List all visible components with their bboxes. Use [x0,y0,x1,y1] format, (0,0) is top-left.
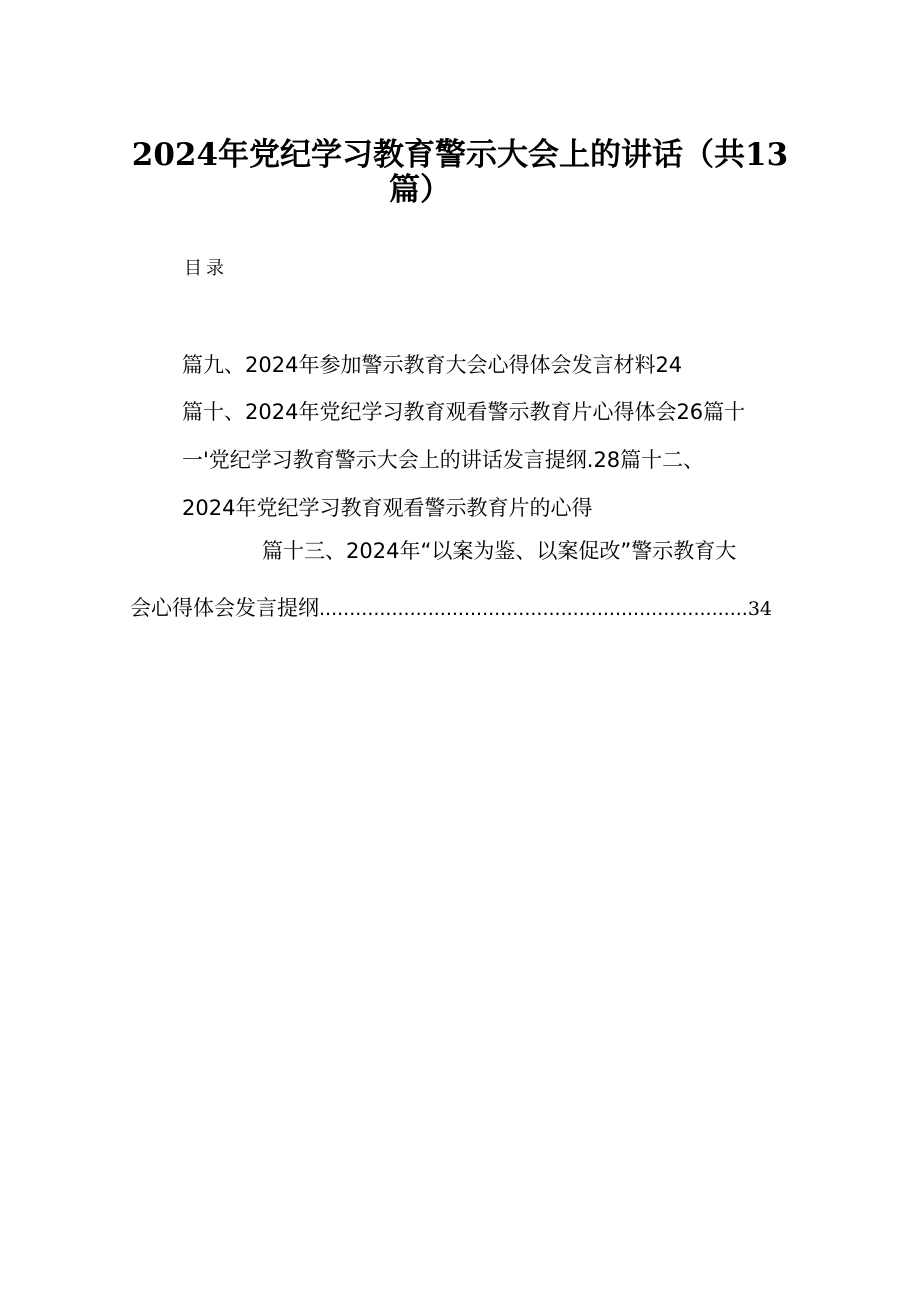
toc-label: 目录 [184,258,228,279]
toc-leader-dots: ....................................................................... [319,598,748,620]
toc-line-6-text: 会心得体会发言提纲 [130,596,319,620]
toc-line-1: 篇九、2024年参加警示教育大会心得体会发言材料24 [182,353,683,377]
toc-page-number: 34 [747,598,772,620]
toc-line-3: 一'党纪学习教育警示大会上的讲话发言提纲.28篇十二、 [182,448,705,472]
toc-line-2: 篇十、2024年党纪学习教育观看警示教育片心得体会26篇十 [182,400,746,424]
toc-line-6 [130,593,772,624]
toc-line-4: 2024年党纪学习教育观看警示教育片的心得 [182,496,593,520]
toc-line-5: 篇十三、2024年“以案为鉴、以案促改”警示教育大 [262,539,737,563]
document-title-line-1: 2024年党纪学习教育警示大会上的讲话（共13 [131,137,789,173]
document-title-line-2: 篇） [389,172,451,208]
